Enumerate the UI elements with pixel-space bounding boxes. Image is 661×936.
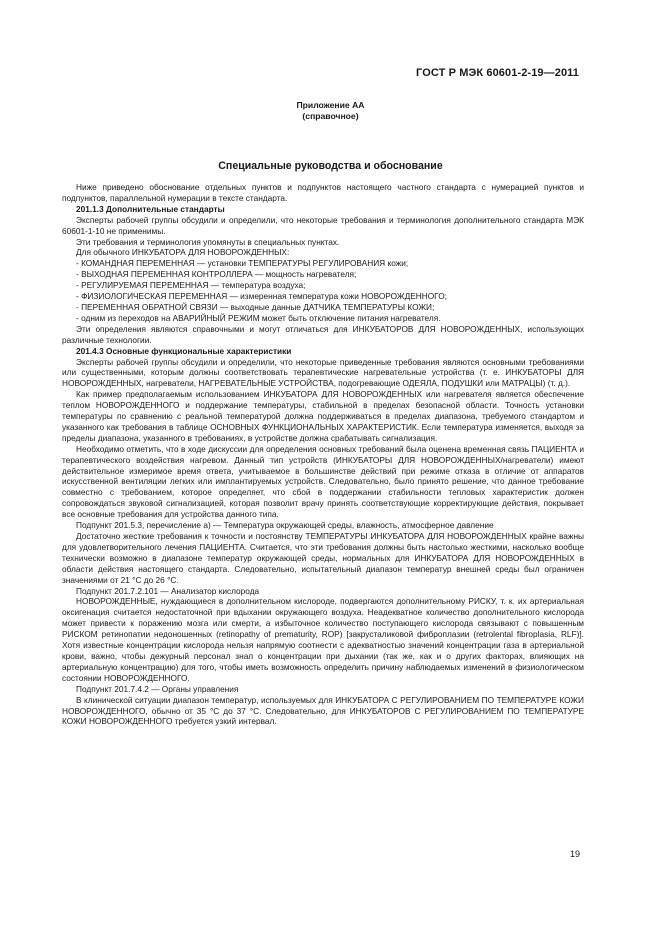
list-item: - одним из переходов на АВАРИЙНЫЙ РЕЖИМ может быть отключение питания нагревателя. (76, 312, 441, 323)
paragraph: Как пример предполагаемым использованием ИНКУБАТОРА ДЛЯ НОВОРОЖДЕННЫХ или нагревателя является обеспечение теплом НОВОРОЖДЕННОГО и поддержание температуры, стабильной в пределах безопасной области. Точность установки температуры по сравнению с реальной температурой должна поддерживаться в пределах диапазона, требуемого стандартом и указанного как требования в таблице ОСНОВНЫХ ФУНКЦИОНАЛЬНЫХ ХАРАКТЕРИСТИК. Если температура изменяется, выходя за пределы диапазона, указанного в требованиях, в устройстве должна срабатывать сигнализация. (62, 389, 584, 443)
section-title: Специальные руководства и обоснование (218, 160, 443, 172)
subsection-heading: 201.4.3 Основные функциональные характеристики (76, 345, 292, 356)
list-item: - РЕГУЛИРУЕМАЯ ПЕРЕМЕННАЯ — температура воздуха; (76, 280, 306, 291)
paragraph: Подпункт 201.5.3, перечисление а) — Температура окружающей среды, влажность, атмосферное давление (76, 520, 494, 531)
paragraph: Необходимо отметить, что в ходе дискуссии для определения основных требований была оценена временная связь ПАЦИЕНТА и терапевтического воздействия нагревом. Данный тип устройств (ИНКУБАТОРЫ ДЛЯ НОВОРОЖДЕННЫХ/нагреватели) имеют действительное измеримое время ответа, учитываемое в большинстве действий при режиме отказа в отличие от аппаратов искусственной вентиляции легких или имплантируемых устройств. Следовательно, было принято решение, что данное требование совместно с требованием, которое определяет, что сбой в поддержании стабильности тепловых характеристик должен сопровождаться звуковой сигнализацией, которая позволит врачу принять соответствующие корректирующие действия, покрывает все основные требования для устройства данного типа. (62, 443, 584, 520)
paragraph: Ниже приведено обоснование отдельных пунктов и подпунктов настоящего частного стандарта с нумерацией пунктов и подпунктов, параллельной нумерации в тексте стандарта. (62, 182, 584, 203)
page-number: 19 (569, 849, 580, 859)
paragraph: В клинической ситуации диапазон температур, используемых для ИНКУБАТОРА С РЕГУЛИРОВАНИЕМ ПО ТЕМПЕРАТУРЕ КОЖИ НОВОРОЖДЕННОГО, обычно от 35 °С до 37 °С. Следовательно, для ИНКУБАТОРОВ С РЕГУЛИРОВАНИЕМ ПО ТЕМПЕРАТУРЕ КОЖИ НОВОРОЖДЕННОГО требуется узкий интервал. (62, 694, 584, 727)
paragraph: Эксперты рабочей группы обсудили и определили, что некоторые требования и терминология дополнительного стандарта МЭК 60601-1-10 не применимы. (62, 214, 584, 236)
annex-title: Приложение АА (296, 100, 365, 110)
paragraph: Эти требования и терминология упомянуты в специальных пунктах. (76, 236, 340, 247)
list-item: - ВЫХОДНАЯ ПЕРЕМЕННАЯ КОНТРОЛЛЕРА — мощность нагревателя; (76, 269, 357, 280)
list-item: - КОМАНДНАЯ ПЕРЕМЕННАЯ — установки ТЕМПЕРАТУРЫ РЕГУЛИРОВАНИЯ кожи; (76, 258, 409, 269)
annex-subtitle: (справочное) (302, 111, 359, 121)
paragraph: Для обычного ИНКУБАТОРА ДЛЯ НОВОРОЖДЕННЫХ: (76, 247, 290, 258)
list-item: - ФИЗИОЛОГИЧЕСКАЯ ПЕРЕМЕННАЯ — измеренная температура кожи НОВОРОЖДЕННОГО; (76, 291, 447, 302)
list-item: - ПЕРЕМЕННАЯ ОБРАТНОЙ СВЯЗИ — выходные данные ДАТЧИКА ТЕМПЕРАТУРЫ КОЖИ; (76, 301, 435, 312)
annex-heading (0, 100, 661, 122)
document-code: ГОСТ Р МЭК 60601-2-19—2011 (416, 67, 579, 79)
subsection-heading: 201.1.3 Дополнительные стандарты (76, 203, 225, 214)
paragraph: Эти определения являются справочными и могут отличаться для ИНКУБАТОРОВ ДЛЯ НОВОРОЖДЕННЫХ, использующих различные технологии. (62, 323, 584, 345)
paragraph: Эксперты рабочей группы обсудили и определили, что некоторые приведенные требования являются основными требованиями или существенными, которым должны соответствовать терапевтические нагревательные устройства (т. е. ИНКУБАТОРЫ ДЛЯ НОВОРОЖДЕННЫХ, нагреватели, НАГРЕВАТЕЛЬНЫЕ УСТРОЙСТВА, подогревающие ОДЕЯЛА, ПОДУШКИ или МАТРАЦЫ) (т. д.). (62, 356, 584, 389)
paragraph: Подпункт 201.7.2.101 — Анализатор кислорода (76, 585, 260, 596)
paragraph: Подпункт 201.7.4.2 — Органы управления (76, 683, 239, 694)
paragraph: НОВОРОЖДЕННЫЕ, нуждающиеся в дополнительном кислороде, подвергаются дополнительному РИСКУ, т. к. их артериальная оксигенация считается недостаточной при вдыхании окружающего воздуха. Неадекватное количество дополнительного кислорода может привести к поражению мозга или смерти, а избыточное количество поступающего кислорода связывают с повышенным РИСКОМ ретинопатии недоношенных (retinopathy of prematurity, ROP) [закрусталиковой фиброплазии (retrolental fibroplasia, RLF)]. Хотя известные концентрации кислорода нельзя напрямую соотнести с адекватностью значений концентрации газа в артериальной крови, важно, чтобы дежурный персонал знал о концентрации при дыхании (так же, как и о других факторах, влияющих на артериальную концентрацию) для того, чтобы иметь возможность определить причину наблюдаемых изменений в физиологическом состоянии НОВОРОЖДЕННОГО. (62, 596, 584, 683)
body-text (62, 182, 584, 727)
paragraph: Достаточно жесткие требования к точности и постоянству ТЕМПЕРАТУРЫ ИНКУБАТОРА ДЛЯ НОВОРОЖДЕННЫХ крайне важны для удовлетворительного лечения ПАЦИЕНТА. Считается, что эти требования должны быть настолько жесткими, насколько вообще технически возможно в диапазоне температур окружающей среды, нормальных для ИНКУБАТОРА ДЛЯ НОВОРОЖДЕННЫХ в области действия настоящего стандарта. Следовательно, испытательный диапазон температур внешней среды был ограничен значениями от 21 °С до 26 °С. (62, 531, 584, 585)
